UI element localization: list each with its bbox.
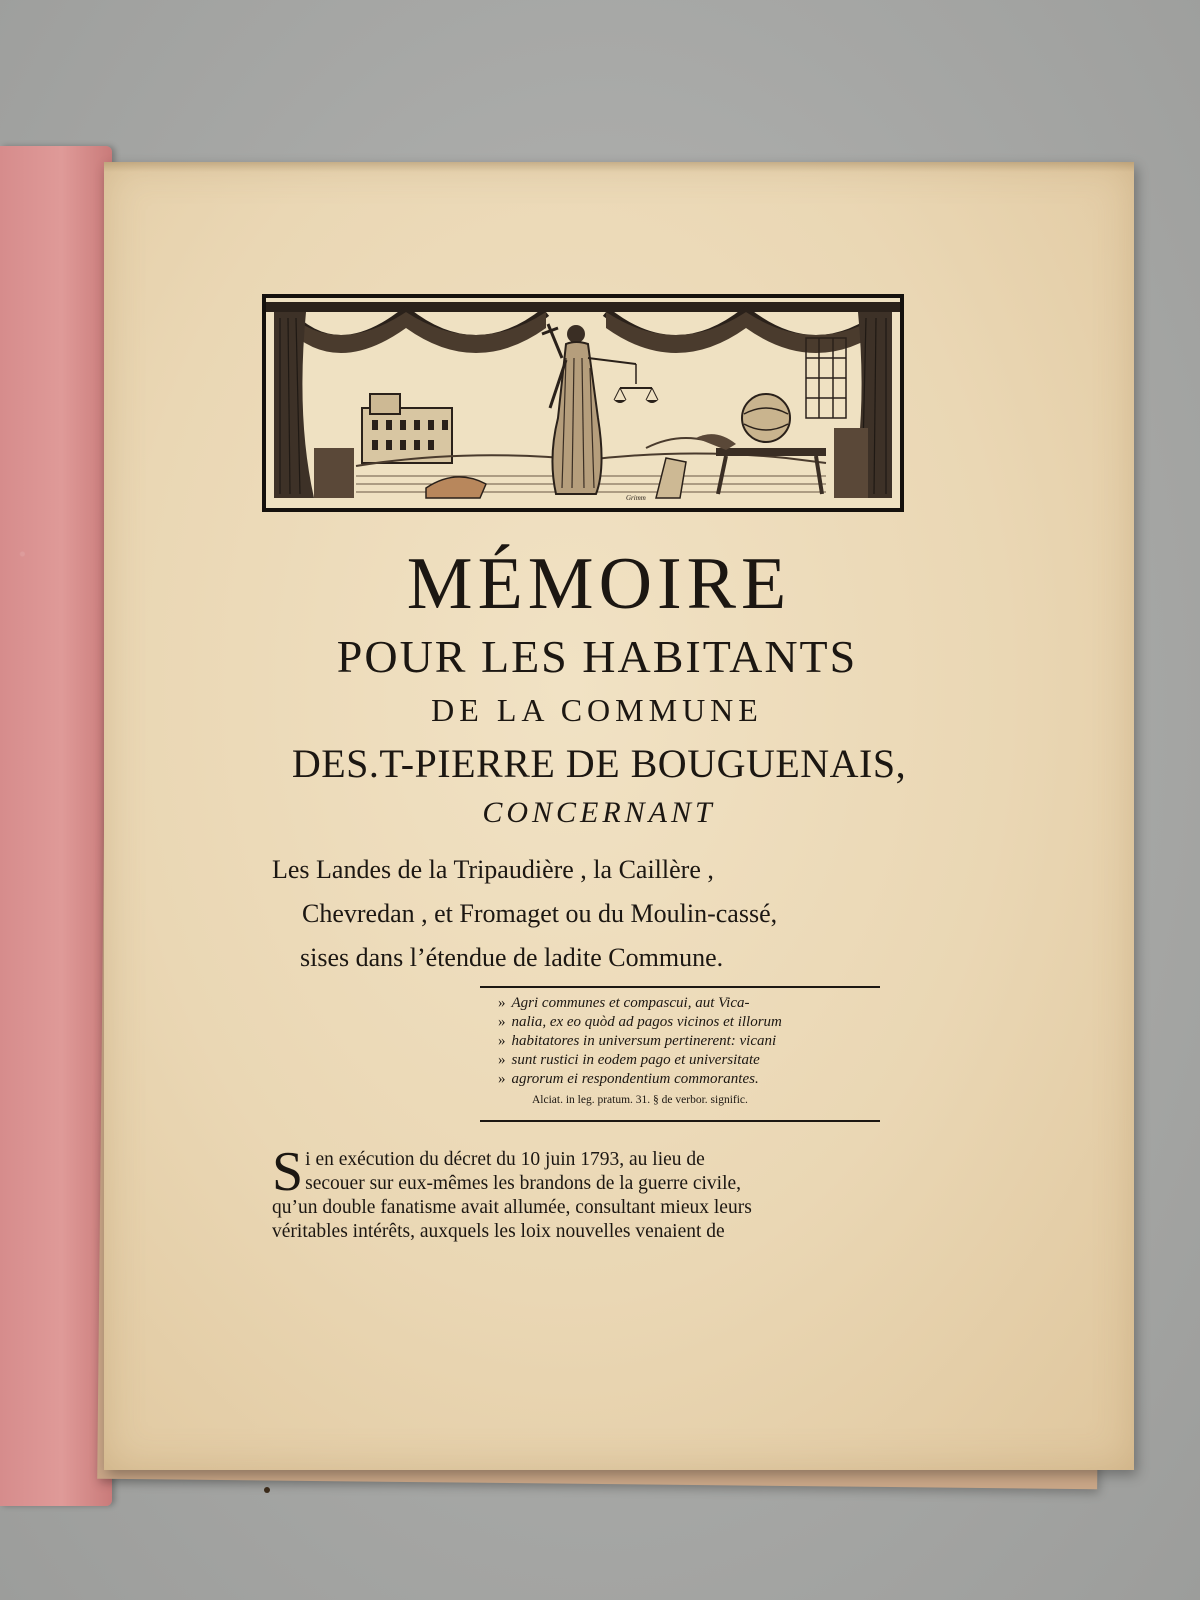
body-line: secouer sur eux-mêmes les brandons de la guerre civile,	[305, 1173, 742, 1194]
subject-lines	[272, 848, 912, 980]
divider-top	[480, 986, 880, 988]
epigraph-citation: Alciat. in leg. pratum. 31. § de verbor. signific.	[532, 1094, 748, 1106]
epigraph-line: » sunt rustici in eodem pago et universitate	[498, 1052, 760, 1068]
engraver-signature: Grimm	[626, 494, 646, 502]
title-line-2: POUR LES HABITANTS	[336, 631, 858, 682]
document-page	[104, 162, 1134, 1470]
drop-cap: S	[272, 1141, 304, 1203]
subject-line: Chevredan , et Fromaget ou du Moulin-cassé,	[302, 899, 778, 928]
woodcut-illustration	[262, 294, 904, 512]
title-line-5: CONCERNANT	[482, 796, 716, 829]
body-line: véritables intérêts, auxquels les loix nouvelles venaient de	[272, 1221, 725, 1242]
subject-line: Les Landes de la Tripaudière , la Caillère ,	[272, 855, 714, 884]
page-title: MÉMOIRE	[406, 543, 792, 625]
divider-bottom	[480, 1120, 880, 1122]
title-line-4: DES.T-PIERRE DE BOUGUENAIS,	[291, 741, 907, 786]
justice-woodcut-image	[266, 298, 900, 508]
body-line: i en exécution du décret du 10 juin 1793, au lieu de	[305, 1149, 705, 1170]
title-line-3: DE LA COMMUNE	[431, 692, 763, 728]
ink-spot	[264, 1487, 270, 1493]
body-paragraph	[272, 1141, 884, 1244]
latin-epigraph	[498, 994, 882, 1110]
epigraph-line: » habitatores in universum pertinerent: vicani	[498, 1033, 777, 1049]
body-line: qu’un double fanatisme avait allumée, consultant mieux leurs	[272, 1197, 752, 1218]
epigraph-line: » agrorum ei respondentium commorantes.	[498, 1071, 759, 1087]
subject-line: sises dans l’étendue de ladite Commune.	[300, 943, 724, 972]
epigraph-line: » nalia, ex eo quòd ad pagos vicinos et illorum	[498, 1014, 782, 1030]
epigraph-line: » Agri communes et compascui, aut Vica-	[498, 995, 750, 1011]
